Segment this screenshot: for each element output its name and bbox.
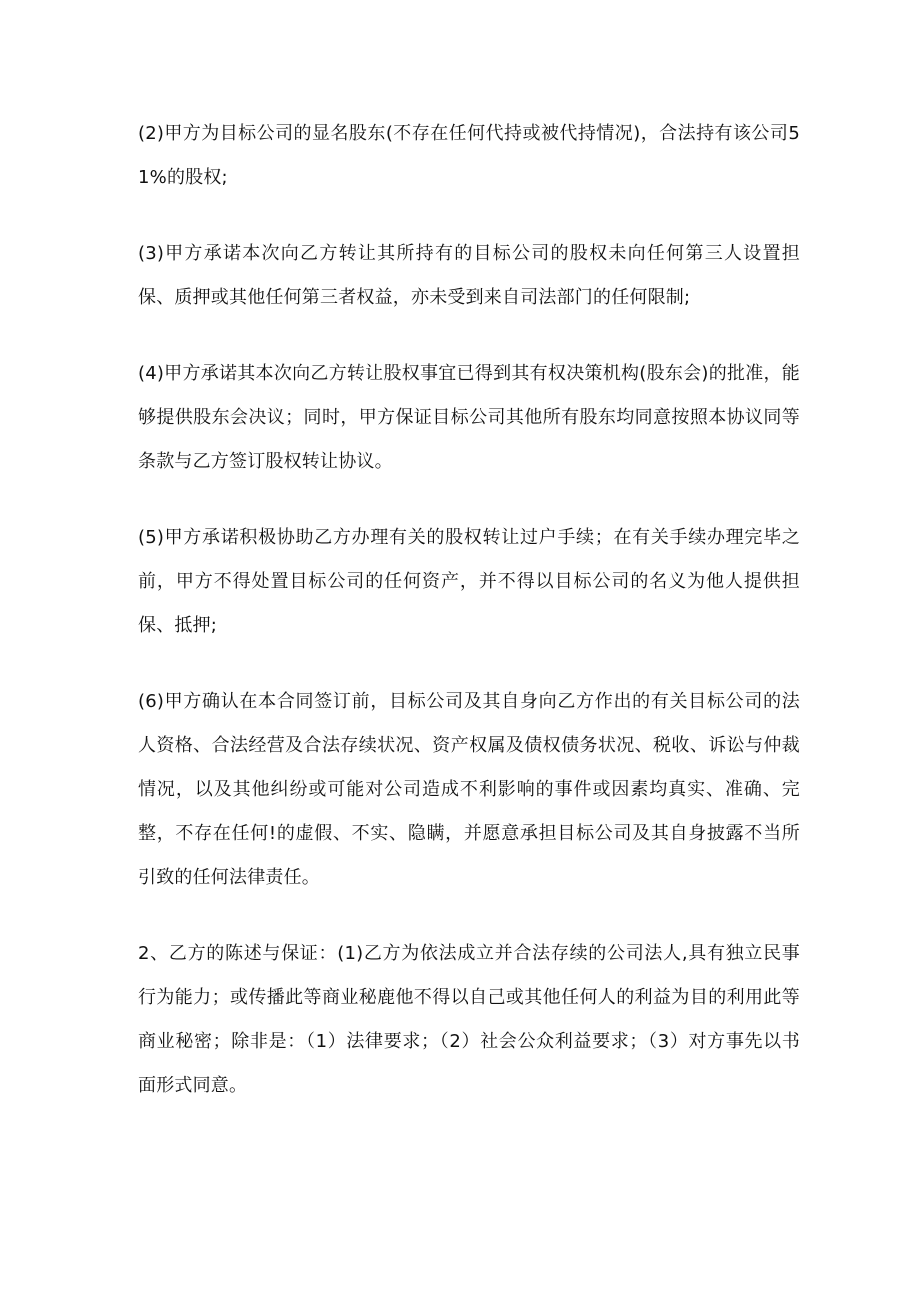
- document-body: [138, 112, 800, 1140]
- clause-paragraph-4: (4)甲方承诺其本次向乙方转让股权事宜已得到其有权决策机构(股东会)的批准，能够提供股东会决议；同时，甲方保证目标公司其他所有股东均同意按照本协议同等条款与乙方签订股权转让协议。: [138, 363, 800, 472]
- party-b-warranty-paragraph: 2、乙方的陈述与保证：(1)乙方为依法成立并合法存续的公司法人,具有独立民事行为能力；或传播此等商业秘鹿他不得以自己或其他任何人的利益为目的利用此等商业秘密；除非是：（1）法律要求；（2）社会公众利益要求；（3）对方事先以书面形式同意。: [138, 943, 800, 1096]
- clause-paragraph-3: (3)甲方承诺本次向乙方转让其所持有的目标公司的股权未向任何第三人设置担保、质押或其他任何第三者权益，亦未受到来自司法部门的任何限制;: [138, 243, 800, 308]
- clause-paragraph-6: (6)甲方确认在本合同签订前，目标公司及其自身向乙方作出的有关目标公司的法人资格、合法经营及合法存续状况、资产权属及债权债务状况、税收、诉讼与仲裁情况，以及其他纠纷或可能对公司造成不利影响的事件或因素均真实、准确、完整，不存在任何!的虚假、不实、隐瞒，并愿意承担目标公司及其自身披露不当所引致的任何法律责任。: [138, 691, 800, 888]
- clause-paragraph-5: (5)甲方承诺积极协助乙方办理有关的股权转让过户手续；在有关手续办理完毕之前，甲方不得处置目标公司的任何资产，并不得以目标公司的名义为他人提供担保、抵押;: [138, 527, 800, 636]
- clause-paragraph-2: (2)甲方为目标公司的显名股东(不存在任何代持或被代持情况)，合法持有该公司51%的股权;: [138, 123, 800, 188]
